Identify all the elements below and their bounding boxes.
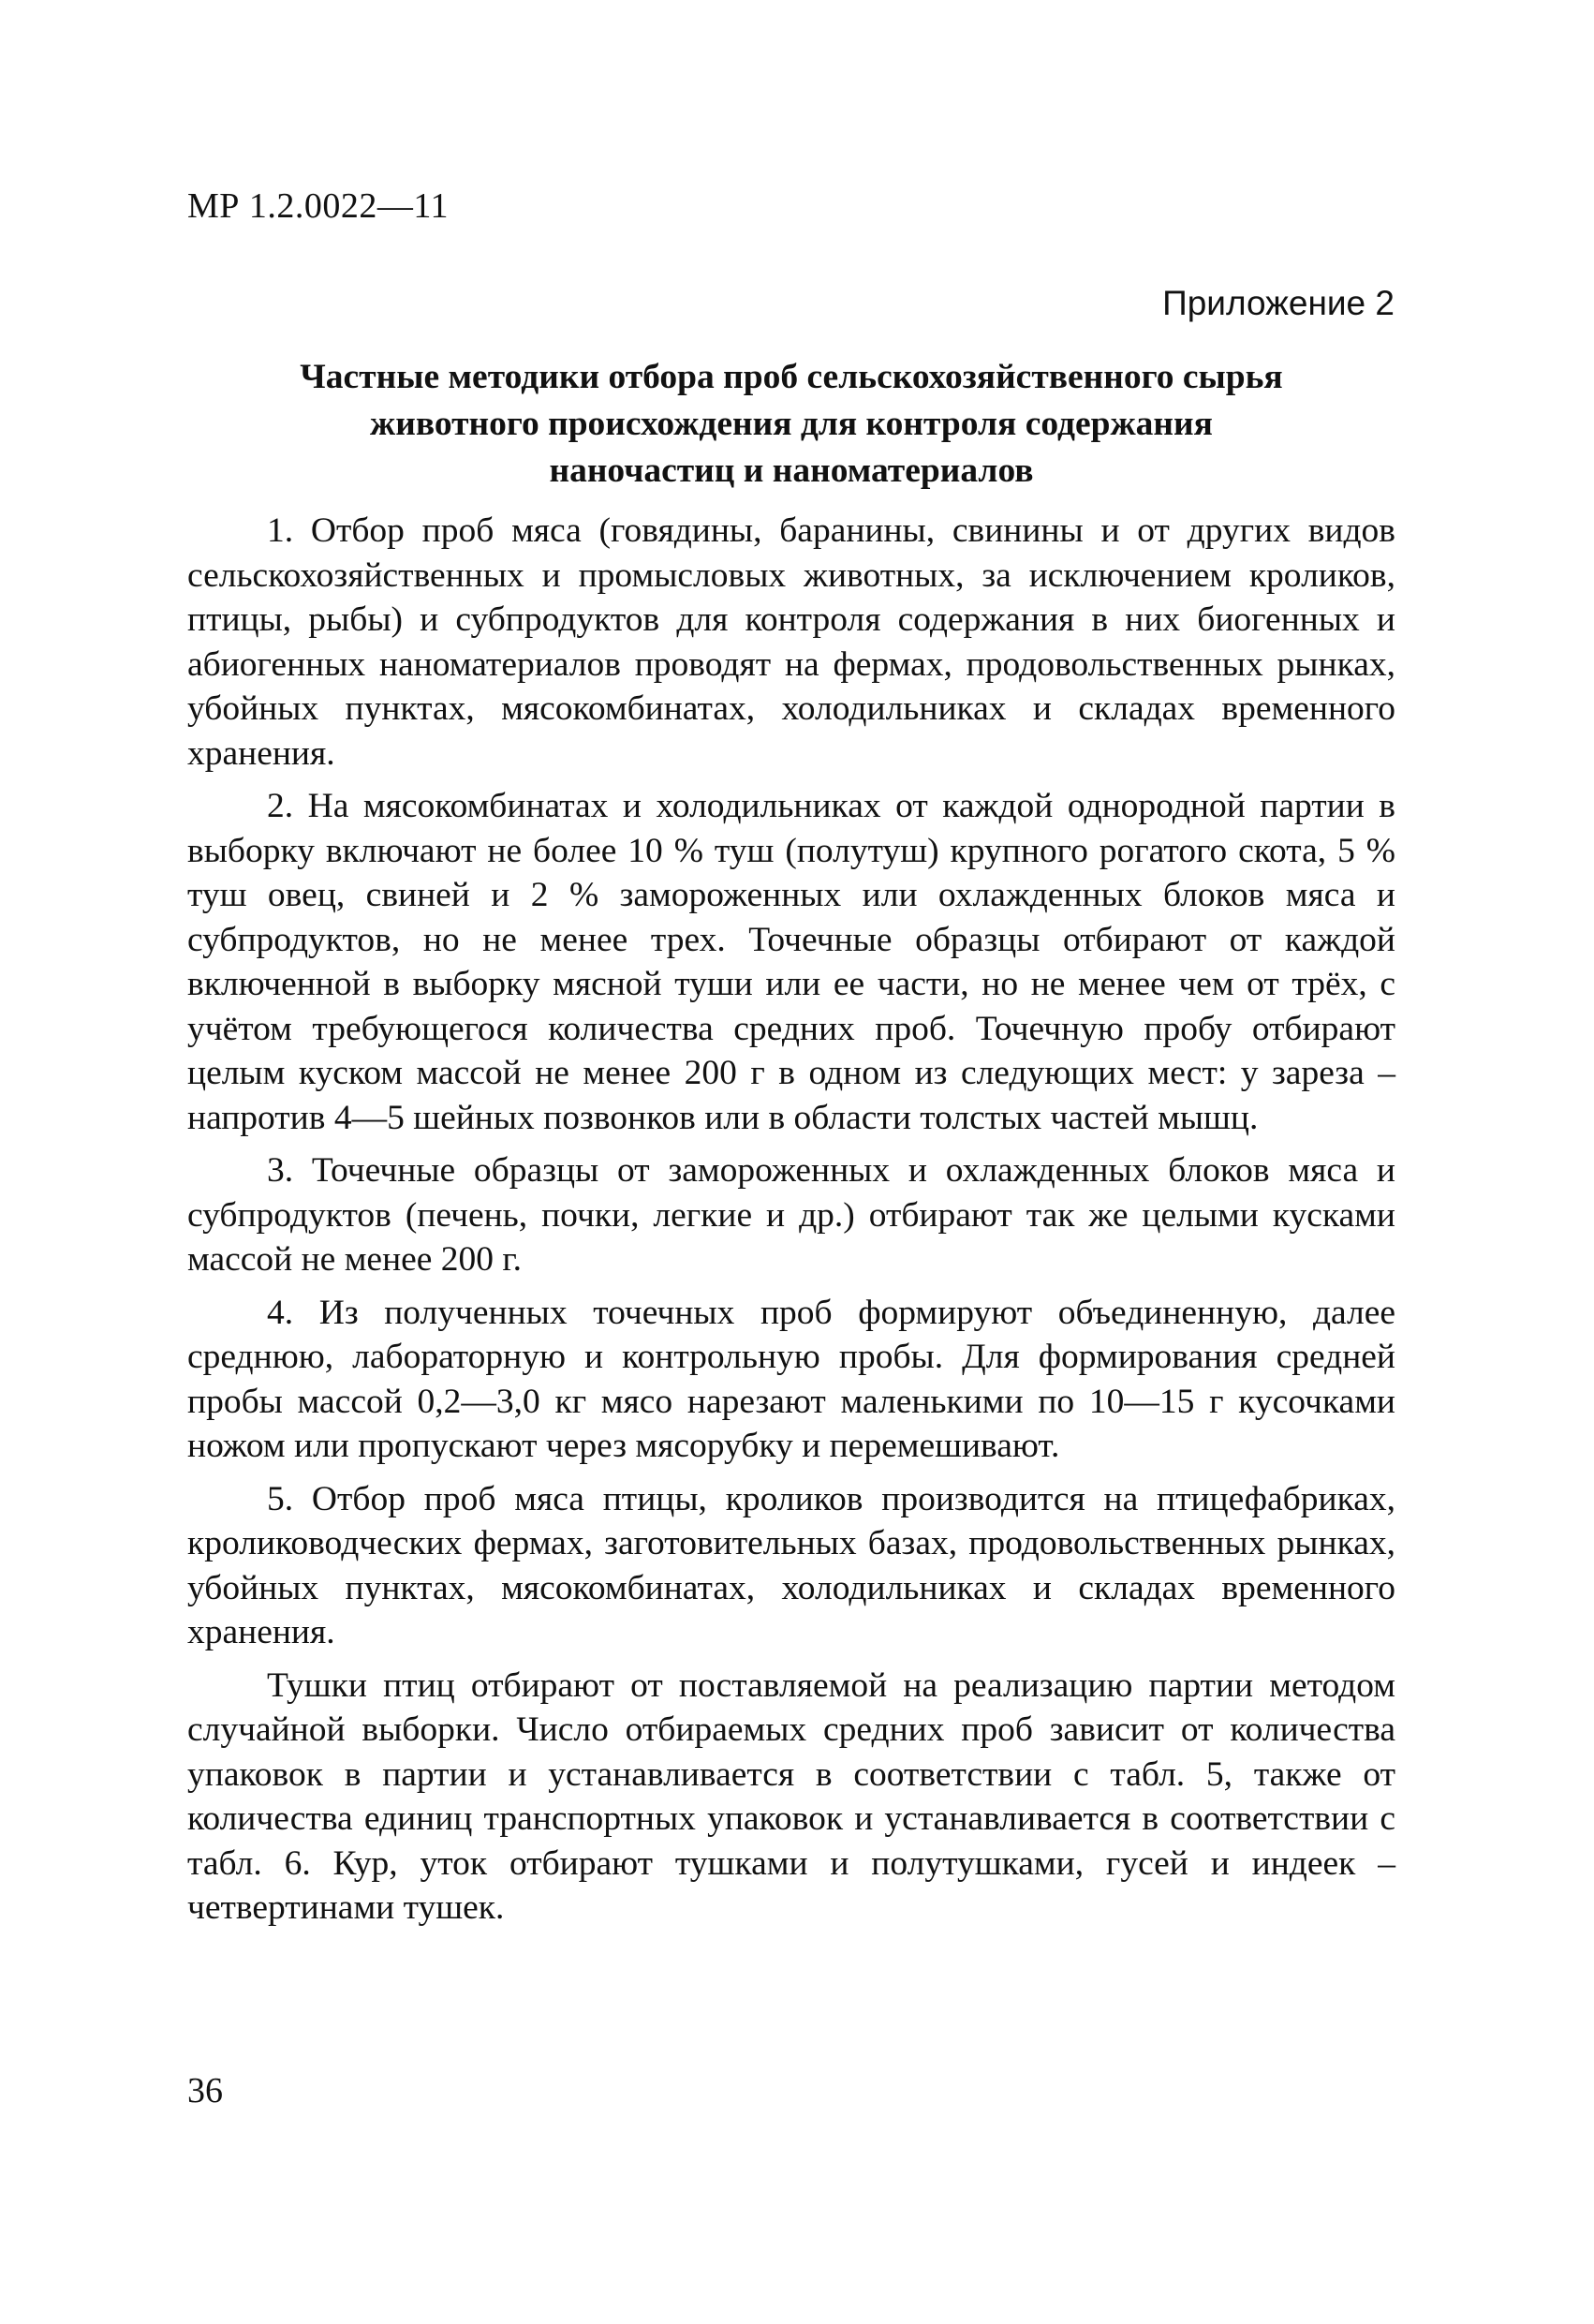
paragraph-1: 1. Отбор проб мяса (говядины, баранины, свинины и от других видов сельскохозяйственных и промысловых животных, за исключением кроликов, птицы, рыбы) и субпродуктов для контроля содержания в них биогенных и абиогенных наноматериалов проводят на фермах, продовольственных рынках, убойных пунктах, мясокомбинатах, холодильниках и складах временного хранения. xyxy=(187,511,1395,773)
paragraph-6: Тушки птиц отбирают от поставляемой на реализацию партии методом случайной выборки. Число отбираемых средних проб зависит от количества упаковок в партии и устанавливается в соответствии с табл. 5, также от количества единиц транспортных упаковок и устанавливается в соответствии с табл. 6. Кур, уток отбирают тушками и полутушками, гусей и индеек – четвертинами тушек. xyxy=(187,1665,1395,1927)
title-line-3: наночастиц и наноматериалов xyxy=(549,451,1034,490)
appendix-label: Приложение 2 xyxy=(1162,284,1395,322)
body-text xyxy=(187,509,1395,1931)
paragraph-2: 2. На мясокомбинатах и холодильниках от каждой однородной партии в выборку включают не более 10 % туш (полутуш) крупного рогатого скота, 5 % туш овец, свиней и 2 % замороженных или охлажденных блоков мяса и субпродуктов, но не менее трех. Точечные образцы отбирают от каждой включенной в выборку мясной туши или ее части, но не менее чем от трёх, с учётом требующегося количества средних проб. Точечную пробу отбирают целым куском массой не менее 200 г в одном из следующих мест: у зареза – напротив 4—5 шейных позвонков или в области толстых частей мышц. xyxy=(187,787,1395,1137)
title-line-1: Частные методики отбора проб сельскохозяйственного сырья xyxy=(300,358,1283,396)
paragraph-3: 3. Точечные образцы от замороженных и охлажденных блоков мяса и субпродуктов (печень, почки, легкие и др.) отбирают так же целыми кусками массой не менее 200 г. xyxy=(187,1151,1395,1279)
title-line-2: животного происхождения для контроля содержания xyxy=(370,405,1213,443)
document-code: МР 1.2.0022—11 xyxy=(187,186,450,226)
section-title xyxy=(187,354,1395,495)
paragraph-5: 5. Отбор проб мяса птицы, кроликов производится на птицефабриках, кролиководческих фермах, заготовительных базах, продовольственных рынках, убойных пунктах, мясокомбинатах, холодильниках и складах временного хранения. xyxy=(187,1479,1395,1651)
paragraph-4: 4. Из полученных точечных проб формируют объединенную, далее среднюю, лабораторную и контрольную пробы. Для формирования средней пробы массой 0,2—3,0 кг мясо нарезают маленькими по 10—15 г кусочками ножом или пропускают через мясорубку и перемешивают. xyxy=(187,1293,1395,1465)
page-number: 36 xyxy=(187,2071,223,2110)
